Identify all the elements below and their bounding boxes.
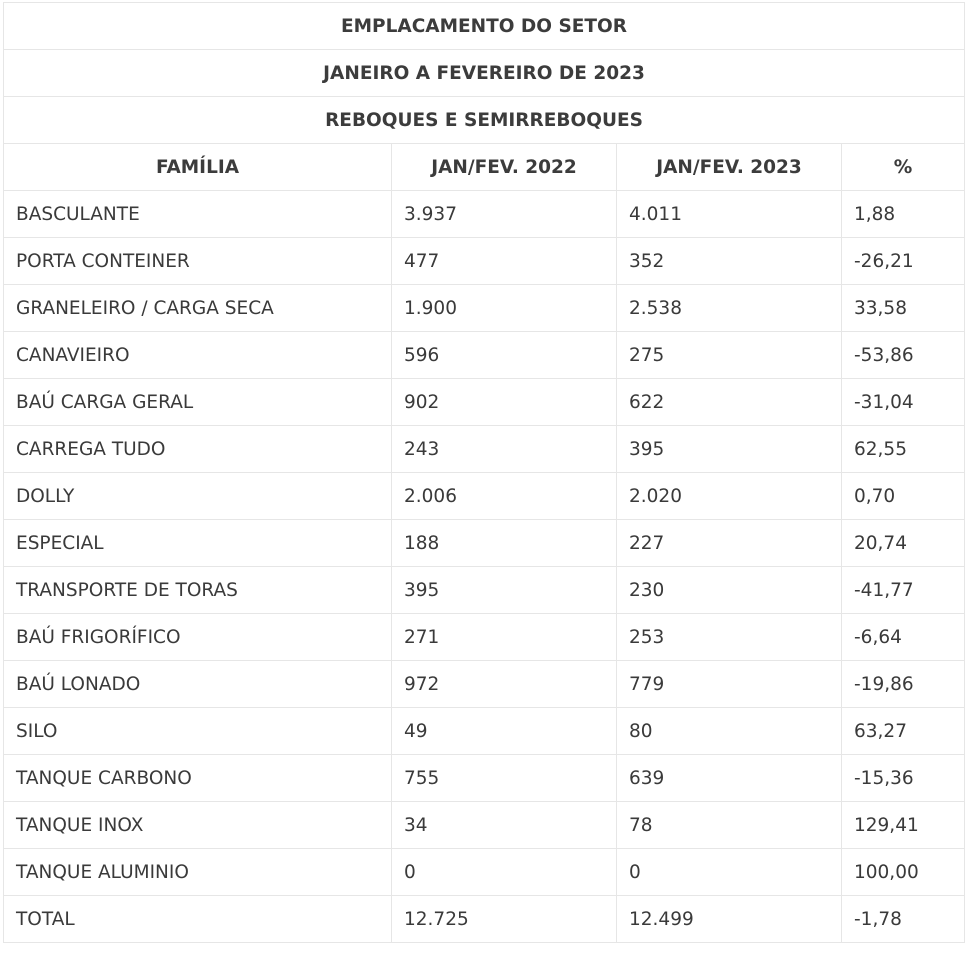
cell-2022: 755 xyxy=(392,755,617,802)
cell-2022: 243 xyxy=(392,426,617,473)
cell-2022: 477 xyxy=(392,238,617,285)
cell-percent: -41,77 xyxy=(842,567,965,614)
table-category: REBOQUES E SEMIRREBOQUES xyxy=(4,97,965,144)
cell-familia: TRANSPORTE DE TORAS xyxy=(4,567,392,614)
cell-2023: 639 xyxy=(617,755,842,802)
cell-2022: 3.937 xyxy=(392,191,617,238)
cell-familia: GRANELEIRO / CARGA SECA xyxy=(4,285,392,332)
total-label: TOTAL xyxy=(4,896,392,943)
cell-familia: SILO xyxy=(4,708,392,755)
cell-2023: 80 xyxy=(617,708,842,755)
cell-2023: 2.020 xyxy=(617,473,842,520)
table-title: EMPLACAMENTO DO SETOR xyxy=(4,3,965,50)
table-row xyxy=(4,520,965,567)
cell-2022: 34 xyxy=(392,802,617,849)
cell-2022: 395 xyxy=(392,567,617,614)
cell-familia: BAÚ LONADO xyxy=(4,661,392,708)
cell-percent: 63,27 xyxy=(842,708,965,755)
cell-familia: CANAVIEIRO xyxy=(4,332,392,379)
table-row xyxy=(4,755,965,802)
cell-percent: -26,21 xyxy=(842,238,965,285)
total-percent: -1,78 xyxy=(842,896,965,943)
table-row xyxy=(4,614,965,661)
table-row xyxy=(4,849,965,896)
cell-familia: TANQUE INOX xyxy=(4,802,392,849)
cell-percent: 1,88 xyxy=(842,191,965,238)
table-period: JANEIRO A FEVEREIRO DE 2023 xyxy=(4,50,965,97)
table-row xyxy=(4,661,965,708)
table-row xyxy=(4,379,965,426)
cell-2022: 49 xyxy=(392,708,617,755)
cell-2023: 275 xyxy=(617,332,842,379)
cell-2023: 78 xyxy=(617,802,842,849)
table-body xyxy=(4,3,965,943)
cell-2022: 1.900 xyxy=(392,285,617,332)
table-row xyxy=(4,426,965,473)
table-row xyxy=(4,473,965,520)
cell-familia: TANQUE ALUMINIO xyxy=(4,849,392,896)
cell-2022: 271 xyxy=(392,614,617,661)
cell-2023: 4.011 xyxy=(617,191,842,238)
cell-2022: 188 xyxy=(392,520,617,567)
cell-percent: 33,58 xyxy=(842,285,965,332)
cell-2022: 2.006 xyxy=(392,473,617,520)
table-row xyxy=(4,708,965,755)
cell-2023: 230 xyxy=(617,567,842,614)
cell-2022: 596 xyxy=(392,332,617,379)
cell-2022: 0 xyxy=(392,849,617,896)
table-row xyxy=(4,802,965,849)
cell-percent: 0,70 xyxy=(842,473,965,520)
period-row xyxy=(4,50,965,97)
cell-2023: 0 xyxy=(617,849,842,896)
category-row xyxy=(4,97,965,144)
cell-percent: -53,86 xyxy=(842,332,965,379)
table-row xyxy=(4,285,965,332)
cell-2022: 972 xyxy=(392,661,617,708)
cell-percent: -19,86 xyxy=(842,661,965,708)
header-familia: FAMÍLIA xyxy=(4,144,392,191)
table-row xyxy=(4,238,965,285)
cell-2023: 395 xyxy=(617,426,842,473)
header-row xyxy=(4,144,965,191)
table-row xyxy=(4,332,965,379)
cell-2023: 2.538 xyxy=(617,285,842,332)
cell-familia: BAÚ CARGA GERAL xyxy=(4,379,392,426)
cell-familia: BAÚ FRIGORÍFICO xyxy=(4,614,392,661)
cell-familia: ESPECIAL xyxy=(4,520,392,567)
header-2022: JAN/FEV. 2022 xyxy=(392,144,617,191)
header-2023: JAN/FEV. 2023 xyxy=(617,144,842,191)
cell-2022: 902 xyxy=(392,379,617,426)
cell-2023: 227 xyxy=(617,520,842,567)
cell-familia: BASCULANTE xyxy=(4,191,392,238)
cell-2023: 779 xyxy=(617,661,842,708)
cell-familia: PORTA CONTEINER xyxy=(4,238,392,285)
cell-percent: -31,04 xyxy=(842,379,965,426)
table-row xyxy=(4,567,965,614)
total-2022: 12.725 xyxy=(392,896,617,943)
cell-familia: TANQUE CARBONO xyxy=(4,755,392,802)
title-row xyxy=(4,3,965,50)
cell-percent: -15,36 xyxy=(842,755,965,802)
cell-2023: 352 xyxy=(617,238,842,285)
cell-percent: 20,74 xyxy=(842,520,965,567)
cell-percent: 129,41 xyxy=(842,802,965,849)
cell-familia: CARREGA TUDO xyxy=(4,426,392,473)
cell-percent: 100,00 xyxy=(842,849,965,896)
total-2023: 12.499 xyxy=(617,896,842,943)
total-row xyxy=(4,896,965,943)
emplacamento-table xyxy=(3,2,965,943)
cell-percent: -6,64 xyxy=(842,614,965,661)
cell-2023: 622 xyxy=(617,379,842,426)
cell-familia: DOLLY xyxy=(4,473,392,520)
cell-2023: 253 xyxy=(617,614,842,661)
table-row xyxy=(4,191,965,238)
header-percent: % xyxy=(842,144,965,191)
cell-percent: 62,55 xyxy=(842,426,965,473)
